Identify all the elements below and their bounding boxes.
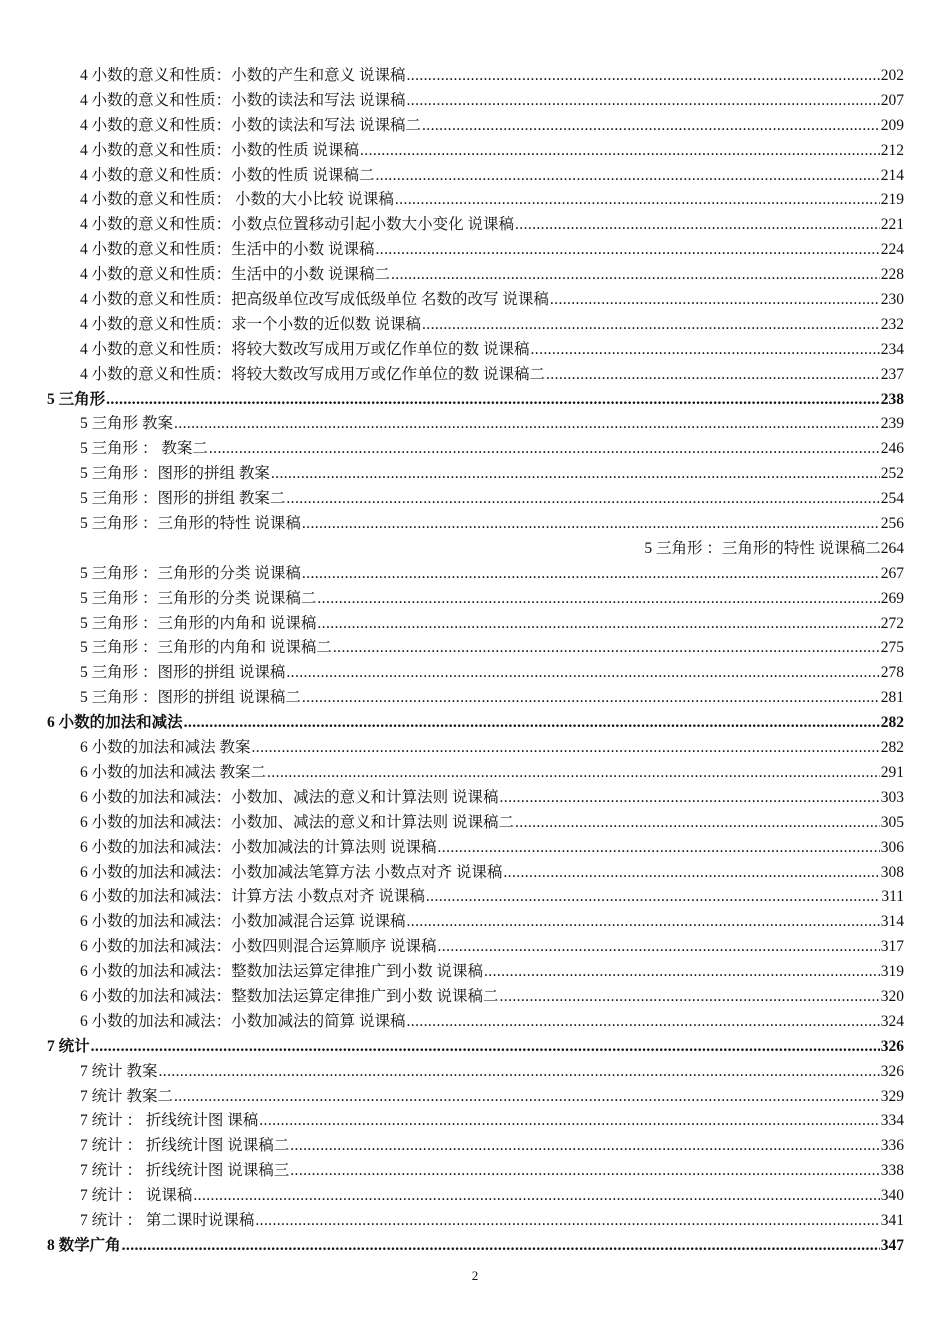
toc-entry-page: 239: [880, 415, 904, 433]
toc-entry-page: 326: [880, 1062, 904, 1080]
toc-entry[interactable]: [47, 487, 904, 512]
page-number: 2: [471, 1268, 479, 1283]
toc-leader-dots: [184, 711, 880, 736]
toc-entry-title: 4 小数的意义和性质：生活中的小数 说课稿二: [80, 266, 391, 284]
toc-entry-page: 221: [880, 216, 904, 234]
toc-entry-page: 234: [880, 340, 904, 358]
toc-entry-page: 341: [880, 1211, 904, 1229]
toc-entry-page: 282: [880, 739, 904, 757]
toc-entry-page: 272: [880, 614, 904, 632]
toc-entry-title: 5 三角形 ：三角形的特性 说课稿: [80, 515, 301, 533]
toc-entry-page: 237: [880, 365, 904, 383]
toc-entry-title: 4 小数的意义和性质：小数的读法和写法 说课稿: [80, 91, 406, 109]
toc-leader-dots: [302, 512, 880, 537]
toc-entry[interactable]: [47, 288, 904, 313]
toc-leader-dots: [438, 935, 880, 960]
toc-entry-page: 246: [880, 440, 904, 458]
toc-entry-page: 256: [880, 515, 904, 533]
toc-entry-page: 347: [880, 1236, 904, 1254]
toc-leader-dots: [407, 910, 880, 935]
toc-entry[interactable]: [47, 985, 904, 1010]
toc-entry-page: 269: [880, 589, 904, 607]
toc-entry-title: 4 小数的意义和性质：小数的读法和写法 说课稿二: [80, 116, 422, 134]
toc-entry-page: 326: [880, 1037, 904, 1055]
toc-entry-title: 6 小数的加法和减法：小数加减法笔算方法 小数点对齐 说课稿: [80, 863, 503, 881]
toc-entry[interactable]: [47, 89, 904, 114]
toc-leader-dots: [531, 338, 880, 363]
toc-entry-page: 317: [880, 938, 904, 956]
toc-entry-page: 224: [880, 241, 904, 259]
toc-leader-dots: [515, 811, 880, 836]
toc-entry[interactable]: [47, 188, 904, 213]
toc-entry-title: 8 数学广角: [47, 1236, 121, 1254]
toc-leader-dots: [286, 661, 879, 686]
toc-leader-dots: [376, 238, 880, 263]
toc-entry[interactable]: [47, 512, 904, 537]
toc-entry-title: 6 小数的加法和减法：整数加法运算定律推广到小数 说课稿二: [80, 987, 499, 1005]
toc-entry-page: 212: [880, 141, 904, 159]
toc-leader-dots: [391, 263, 880, 288]
toc-entry-title: 4 小数的意义和性质：小数的性质 说课稿二: [80, 166, 375, 184]
toc-entry[interactable]: [47, 1159, 904, 1184]
toc-chapter-entry[interactable]: [47, 1234, 904, 1259]
toc-entry-title: 6 小数的加法和减法：小数加减混合运算 说课稿: [80, 913, 406, 931]
toc-entry[interactable]: [47, 363, 904, 388]
toc-entry-title: 5 三角形 ：三角形的特性 说课稿二: [644, 539, 881, 557]
toc-entry-title: 6 小数的加法和减法：小数加减法的简算 说课稿: [80, 1012, 406, 1030]
toc-entry[interactable]: [47, 164, 904, 189]
toc-entry[interactable]: [47, 885, 904, 910]
toc-entry-title: 7 统计: [47, 1037, 90, 1055]
toc-entry[interactable]: [47, 612, 904, 637]
toc-entry[interactable]: [47, 313, 904, 338]
toc-leader-dots: [550, 288, 880, 313]
toc-entry[interactable]: [47, 437, 904, 462]
toc-entry[interactable]: [47, 114, 904, 139]
toc-entry-title: 4 小数的意义和性质：求一个小数的近似数 说课稿: [80, 315, 422, 333]
toc-entry[interactable]: [47, 1060, 904, 1085]
toc-entry-page: 264: [880, 539, 904, 557]
toc-leader-dots: [290, 1134, 879, 1159]
toc-entry-title: 6 小数的加法和减法：计算方法 小数点对齐 说课稿: [80, 888, 425, 906]
toc-entry-title: 5 三角形: [47, 390, 106, 408]
toc-entry[interactable]: [47, 1085, 904, 1110]
toc-leader-dots: [426, 885, 880, 910]
toc-entry[interactable]: [47, 935, 904, 960]
toc-entry[interactable]: [47, 960, 904, 985]
toc-entry-page: 282: [880, 714, 904, 732]
toc-entry[interactable]: [47, 861, 904, 886]
toc-leader-dots: [422, 313, 880, 338]
table-of-contents: [47, 64, 904, 1259]
toc-entry-page: 252: [880, 465, 904, 483]
toc-entry[interactable]: [47, 263, 904, 288]
toc-leader-dots: [290, 1159, 879, 1184]
toc-entry-title: 4 小数的意义和性质：把高级单位改写成低级单位 名数的改写 说课稿: [80, 291, 549, 309]
toc-entry[interactable]: [47, 64, 904, 89]
toc-leader-dots: [376, 164, 880, 189]
toc-entry-title: 4 小数的意义和性质：小数的性质 说课稿: [80, 141, 360, 159]
toc-entry-page: 303: [880, 788, 904, 806]
toc-chapter-entry[interactable]: [47, 388, 904, 413]
toc-leader-dots: [317, 612, 879, 637]
toc-entry[interactable]: [47, 537, 904, 562]
toc-leader-dots: [174, 1085, 880, 1110]
toc-entry-title: 6 小数的加法和减法 教案: [80, 739, 251, 757]
toc-entry-title: 4 小数的意义和性质： 小数的大小比较 说课稿: [80, 191, 394, 209]
toc-entry-page: 228: [880, 266, 904, 284]
toc-entry-title: 6 小数的加法和减法：小数加、减法的意义和计算法则 说课稿: [80, 788, 499, 806]
toc-entry-page: 319: [880, 963, 904, 981]
toc-entry-title: 5 三角形 ：三角形的内角和 说课稿二: [80, 639, 332, 657]
toc-entry-title: 7 统计 教案二: [80, 1087, 174, 1105]
toc-entry[interactable]: [47, 587, 904, 612]
toc-entry-title: 5 三角形 ： 教案二: [80, 440, 208, 458]
toc-entry[interactable]: [47, 139, 904, 164]
toc-entry-page: 306: [880, 838, 904, 856]
toc-entry[interactable]: [47, 636, 904, 661]
toc-entry-page: 291: [880, 763, 904, 781]
toc-leader-dots: [193, 1184, 879, 1209]
toc-entry-title: 6 小数的加法和减法: [47, 714, 183, 732]
toc-entry-title: 4 小数的意义和性质：将较大数改写成用万或亿作单位的数 说课稿二: [80, 365, 546, 383]
toc-leader-dots: [259, 1109, 879, 1134]
toc-leader-dots: [438, 836, 880, 861]
toc-entry-page: 308: [880, 863, 904, 881]
toc-leader-dots: [209, 437, 880, 462]
toc-entry-page: 232: [880, 315, 904, 333]
toc-entry-title: 7 统计 ： 折线统计图 课稿: [80, 1112, 259, 1130]
toc-leader-dots: [333, 636, 880, 661]
toc-leader-dots: [407, 1010, 880, 1035]
toc-leader-dots: [271, 462, 880, 487]
toc-entry[interactable]: [47, 1184, 904, 1209]
toc-entry-page: 314: [880, 913, 904, 931]
toc-entry-title: 6 小数的加法和减法：小数四则混合运算顺序 说课稿: [80, 938, 437, 956]
toc-entry-page: 254: [880, 490, 904, 508]
toc-entry-title: 7 统计 ： 第二课时说课稿: [80, 1211, 255, 1229]
toc-leader-dots: [546, 363, 880, 388]
toc-leader-dots: [500, 985, 880, 1010]
toc-entry[interactable]: [47, 462, 904, 487]
toc-leader-dots: [360, 139, 880, 164]
toc-entry[interactable]: [47, 836, 904, 861]
toc-leader-dots: [422, 114, 880, 139]
toc-entry-title: 5 三角形 ：三角形的分类 说课稿二: [80, 589, 317, 607]
toc-entry-page: 214: [880, 166, 904, 184]
toc-leader-dots: [484, 960, 880, 985]
toc-entry-title: 5 三角形 ：图形的拼组 说课稿二: [80, 689, 301, 707]
toc-leader-dots: [302, 562, 880, 587]
toc-entry[interactable]: [47, 238, 904, 263]
toc-entry-page: 338: [880, 1162, 904, 1180]
toc-entry-page: 207: [880, 91, 904, 109]
toc-leader-dots: [159, 1060, 880, 1085]
toc-entry-page: 305: [880, 813, 904, 831]
toc-leader-dots: [407, 64, 880, 89]
toc-entry-page: 334: [880, 1112, 904, 1130]
toc-entry[interactable]: [47, 562, 904, 587]
toc-leader-dots: [106, 388, 880, 413]
toc-entry-title: 5 三角形 ：三角形的分类 说课稿: [80, 564, 301, 582]
toc-entry-page: 311: [881, 888, 904, 906]
toc-entry[interactable]: [47, 213, 904, 238]
toc-entry[interactable]: [47, 786, 904, 811]
toc-entry-page: 336: [880, 1137, 904, 1155]
toc-entry-page: 219: [880, 191, 904, 209]
toc-leader-dots: [302, 686, 880, 711]
toc-entry-page: 238: [880, 390, 904, 408]
toc-leader-dots: [255, 1209, 879, 1234]
toc-entry[interactable]: [47, 412, 904, 437]
toc-leader-dots: [252, 736, 880, 761]
toc-entry-title: 5 三角形 教案: [80, 415, 174, 433]
toc-leader-dots: [515, 213, 880, 238]
toc-entry-title: 7 统计 ： 折线统计图 说课稿三: [80, 1162, 290, 1180]
toc-entry-page: 209: [880, 116, 904, 134]
toc-entry[interactable]: [47, 811, 904, 836]
toc-chapter-entry[interactable]: [47, 711, 904, 736]
toc-leader-dots: [91, 1035, 880, 1060]
toc-entry-page: 275: [880, 639, 904, 657]
toc-leader-dots: [503, 861, 879, 886]
toc-entry-title: 7 统计 ： 折线统计图 说课稿二: [80, 1137, 290, 1155]
toc-entry[interactable]: [47, 910, 904, 935]
toc-leader-dots: [267, 761, 880, 786]
toc-entry-title: 6 小数的加法和减法 教案二: [80, 763, 267, 781]
toc-leader-dots: [174, 412, 880, 437]
toc-entry-title: 6 小数的加法和减法：小数加、减法的意义和计算法则 说课稿二: [80, 813, 515, 831]
toc-entry-title: 5 三角形 ：图形的拼组 教案二: [80, 490, 286, 508]
toc-entry-page: 324: [880, 1012, 904, 1030]
toc-entry[interactable]: [47, 686, 904, 711]
toc-entry-page: 267: [880, 564, 904, 582]
toc-leader-dots: [407, 89, 880, 114]
toc-entry-title: 4 小数的意义和性质：将较大数改写成用万或亿作单位的数 说课稿: [80, 340, 530, 358]
toc-entry-page: 202: [880, 67, 904, 84]
toc-entry[interactable]: [47, 736, 904, 761]
toc-entry-title: 4 小数的意义和性质：小数的产生和意义 说课稿: [80, 67, 406, 84]
toc-leader-dots: [317, 587, 879, 612]
toc-entry-title: 6 小数的加法和减法：小数加减法的计算法则 说课稿: [80, 838, 437, 856]
toc-leader-dots: [500, 786, 880, 811]
toc-entry-title: 5 三角形 ：图形的拼组 说课稿: [80, 664, 286, 682]
toc-entry-page: 281: [880, 689, 904, 707]
toc-entry[interactable]: [47, 1209, 904, 1234]
toc-leader-dots: [122, 1234, 880, 1259]
toc-entry-title: 6 小数的加法和减法：整数加法运算定律推广到小数 说课稿: [80, 963, 484, 981]
toc-entry-title: 5 三角形 ：三角形的内角和 说课稿: [80, 614, 317, 632]
toc-entry[interactable]: [47, 1109, 904, 1134]
toc-entry-page: 340: [880, 1187, 904, 1205]
toc-entry-title: 4 小数的意义和性质：小数点位置移动引起小数大小变化 说课稿: [80, 216, 515, 234]
toc-leader-dots: [286, 487, 879, 512]
toc-entry[interactable]: [47, 1010, 904, 1035]
toc-entry[interactable]: [47, 338, 904, 363]
toc-entry-title: 7 统计 ： 说课稿: [80, 1187, 193, 1205]
toc-entry-title: 4 小数的意义和性质：生活中的小数 说课稿: [80, 241, 375, 259]
toc-entry-title: 7 统计 教案: [80, 1062, 158, 1080]
toc-entry-page: 329: [880, 1087, 904, 1105]
toc-chapter-entry[interactable]: [47, 1035, 904, 1060]
toc-entry[interactable]: [47, 1134, 904, 1159]
toc-entry[interactable]: [47, 761, 904, 786]
toc-entry[interactable]: [47, 661, 904, 686]
toc-leader-dots: [395, 188, 880, 213]
toc-entry-title: 5 三角形 ：图形的拼组 教案: [80, 465, 270, 483]
toc-entry-page: 278: [880, 664, 904, 682]
toc-entry-page: 230: [880, 291, 904, 309]
toc-entry-page: 320: [880, 987, 904, 1005]
